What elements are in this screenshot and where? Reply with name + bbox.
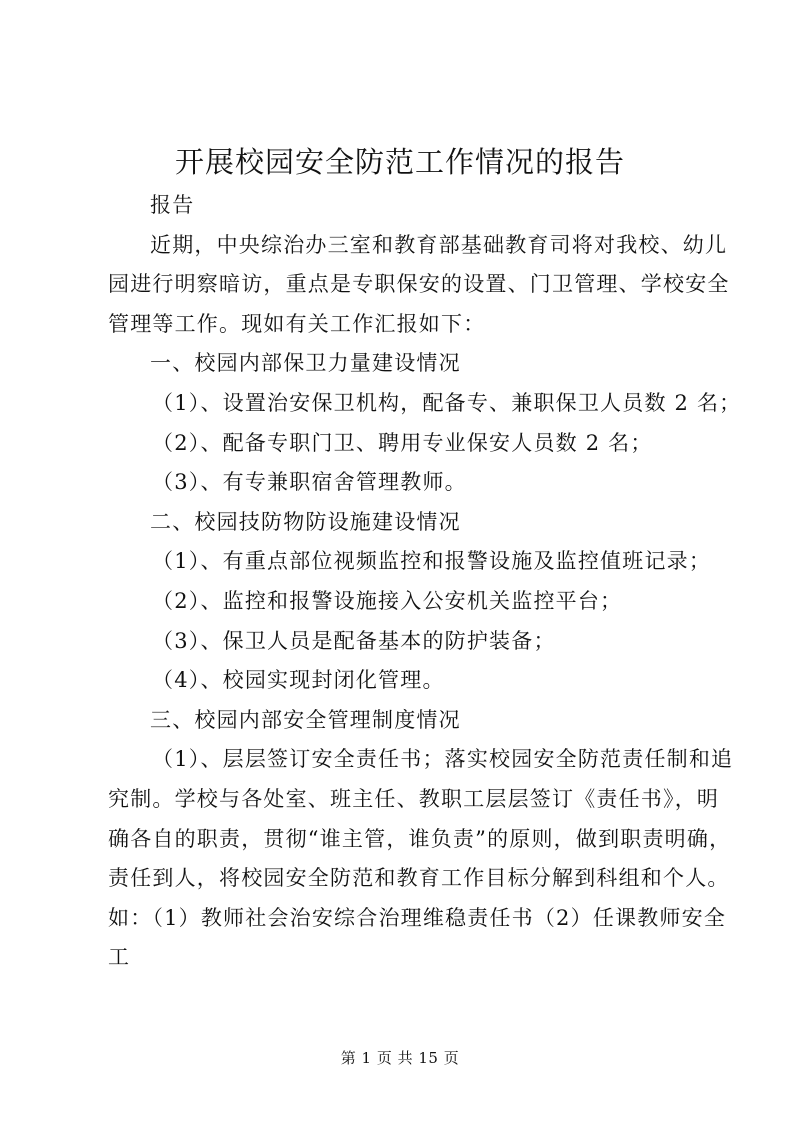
section-heading: 一、校园内部保卫力量建设情况 [150,351,461,376]
list-item: （3）、有专兼职宿舍管理教师。 [152,470,467,495]
text-line: 究制。学校与各处室、班主任、教职工层层签订《责任书》，明 [108,786,720,811]
text-line: 责任到人，将校园安全防范和教育工作目标分解到科组和个人。 [108,866,730,891]
text-line: 近期，中央综治办三室和教育部基础教育司将对我校、幼儿 [150,232,728,257]
text-line: 确各自的职责，贯彻“谁主管，谁负责”的原则，做到职责明确， [108,826,732,851]
text-line: 如：（1）教师社会治安综合治理维稳责任书（2）任课教师安全 [108,905,727,930]
text-line: 报告 [150,193,195,217]
list-item: （2）、配备专职门卫、聘用专业保安人员数 2 名； [152,430,653,455]
page-title: 开展校园安全防范工作情况的报告 [174,145,625,179]
list-item: （2）、监控和报警设施接入公安机关监控平台； [152,588,623,613]
section-heading: 二、校园技防物防设施建设情况 [150,509,461,534]
text-line: 工 [108,945,131,970]
page-footer: 第 1 页 共 15 页 [340,1049,460,1067]
text-line: 园进行明察暗访，重点是专职保安的设置、门卫管理、学校安全 [108,272,730,297]
list-item: （1）、层层签订安全责任书；落实校园安全防范责任制和追 [152,747,734,772]
list-item: （1）、有重点部位视频监控和报警设施及监控值班记录； [152,549,712,574]
document-body [108,186,742,978]
text-line: 管理等工作。现如有关工作汇报如下： [108,311,486,336]
section-heading: 三、校园内部安全管理制度情况 [150,707,461,732]
list-item: （4）、校园实现封闭化管理。 [152,668,445,693]
list-item: （3）、保卫人员是配备基本的防护装备； [152,628,556,653]
list-item: （1）、设置治安保卫机构，配备专、兼职保卫人员数 2 名； [152,390,742,415]
